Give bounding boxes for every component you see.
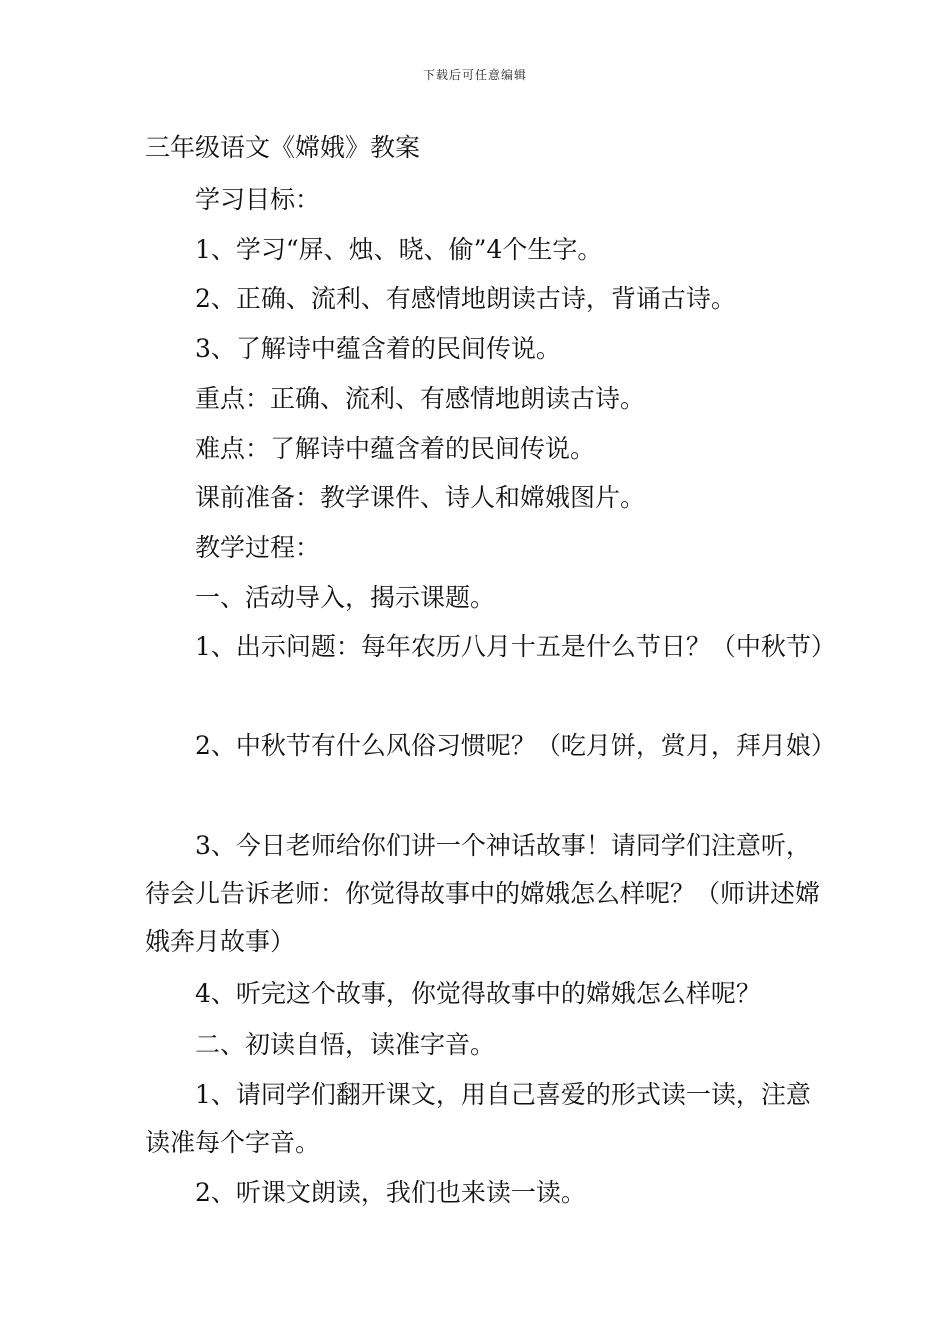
paragraph-step-1-1: 1、出示问题：每年农历八月十五是什么节日？（中秋节） [195,632,836,661]
paragraph-step-1-2: 2、中秋节有什么风俗习惯呢？（吃月饼，赏月，拜月娘） [195,731,836,760]
paragraph-key-point: 重点：正确、流利、有感情地朗读古诗。 [195,384,646,413]
paragraph-preparation: 课前准备：教学课件、诗人和嫦娥图片。 [195,483,646,512]
paragraph-step-2-2: 2、听课文朗读，我们也来读一读。 [195,1178,586,1207]
paragraph-goal-3: 3、了解诗中蕴含着的民间传说。 [195,334,561,363]
paragraph-step-1-4: 4、听完这个故事，你觉得故事中的嫦娥怎么样呢？ [195,979,761,1008]
paragraph-goal-1: 1、学习“屏、烛、晓、偷”4个生字。 [195,235,603,264]
header-note: 下载后可任意编辑 [422,68,527,82]
paragraph-section-1: 一、活动导入，揭示课题。 [195,583,496,612]
paragraph-teaching-process: 教学过程： [195,533,321,562]
paragraph-difficulty: 难点：了解诗中蕴含着的民间传说。 [195,434,596,463]
paragraph-step-1-3: 3、今日老师给你们讲一个神话故事！请同学们注意听，待会儿告诉老师：你觉得故事中的嫦娥怎么样呢？（师讲述嫦娥奔月故事） [145,831,821,956]
paragraph-step-2-1: 1、请同学们翻开课文，用自己喜爱的形式读一读，注意读准每个字音。 [145,1080,811,1157]
paragraph-section-2: 二、初读自悟，读准字音。 [195,1030,496,1059]
paragraph-learning-goals: 学习目标： [195,185,321,214]
paragraph-goal-2: 2、正确、流利、有感情地朗读古诗，背诵古诗。 [195,284,736,313]
document-title: 三年级语文《嫦娥》教案 [145,133,421,162]
